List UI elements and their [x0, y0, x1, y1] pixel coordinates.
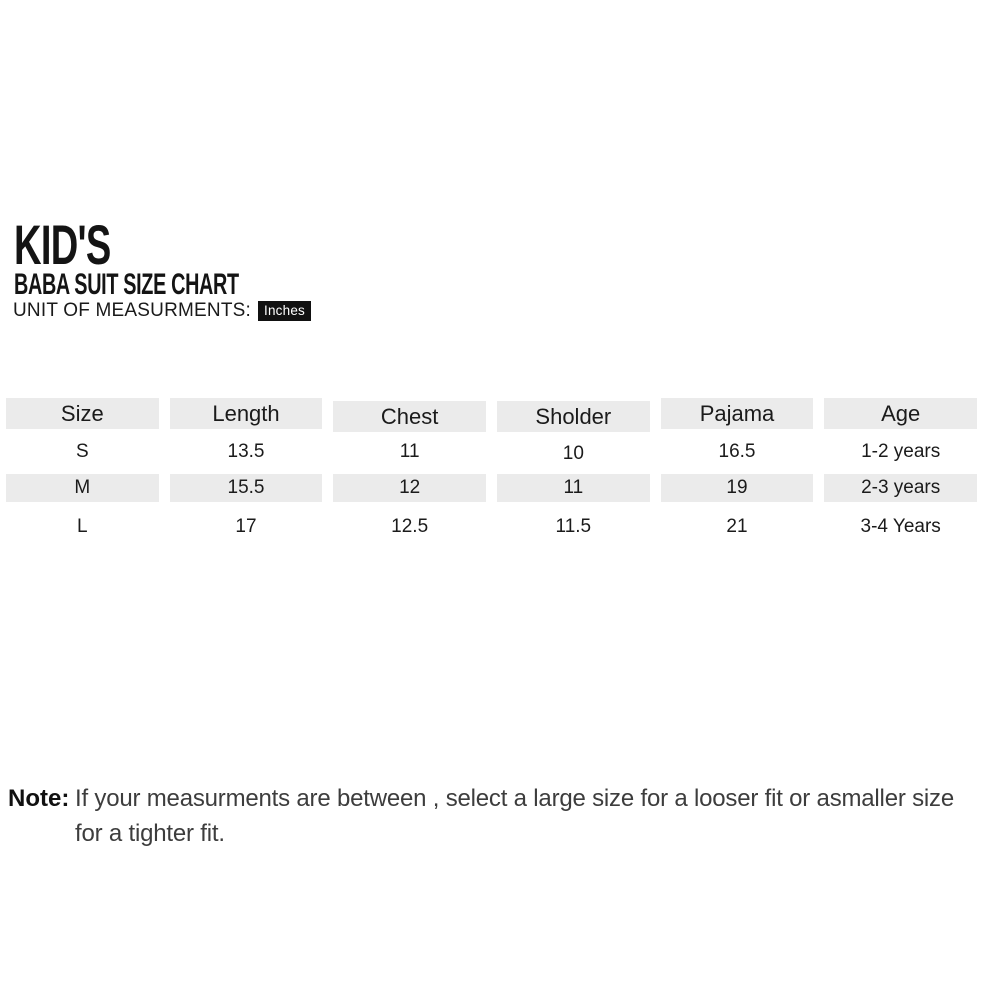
table-cell-age: 2-3 years — [824, 474, 977, 502]
note-text-line2: for a tighter fit. — [75, 820, 225, 847]
table-cell-chest: 12 — [333, 474, 486, 502]
note-text-line1: If your measurments are between , select a large size for a looser fit or asmaller size — [75, 785, 954, 812]
table-cell-length: 17 — [235, 515, 257, 537]
table-row-m — [6, 474, 977, 502]
table-cell-pajama: 16.5 — [718, 440, 756, 462]
table-cell-chest: 12.5 — [391, 515, 429, 537]
table-cell-pajama: 21 — [726, 515, 748, 537]
table-row-l — [6, 502, 977, 547]
unit-label: UNIT OF MEASURMENTS: — [13, 300, 251, 321]
table-cell-age: 1-2 years — [861, 440, 941, 462]
table-cell-length: 13.5 — [227, 440, 265, 462]
table-cell-sholder: 10 — [562, 442, 584, 464]
table-row-s — [6, 429, 977, 474]
col-header-pajama: Pajama — [661, 398, 814, 429]
table-cell-age: 3-4 Years — [860, 515, 941, 537]
unit-of-measurement-line — [13, 300, 311, 322]
table-cell-length: 15.5 — [170, 474, 323, 502]
table-header-row — [6, 398, 977, 429]
table-cell-sholder: 11 — [497, 474, 650, 502]
page-title: KID'S — [14, 213, 111, 276]
table-cell-sholder: 11.5 — [555, 515, 592, 537]
col-header-length: Length — [170, 398, 323, 429]
col-header-size: Size — [6, 398, 159, 429]
size-chart-table — [6, 398, 977, 547]
col-header-age: Age — [824, 398, 977, 429]
col-header-sholder: Sholder — [497, 401, 650, 432]
note-label: Note: — [8, 785, 70, 812]
table-cell-chest: 11 — [399, 440, 420, 462]
unit-badge: Inches — [258, 301, 311, 322]
page-subtitle: BABA SUIT SIZE CHART — [14, 268, 239, 301]
col-header-chest: Chest — [333, 401, 486, 432]
table-cell-size: M — [6, 474, 159, 502]
table-cell-pajama: 19 — [661, 474, 814, 502]
table-cell-size: S — [75, 440, 89, 462]
table-cell-size: L — [77, 515, 88, 537]
